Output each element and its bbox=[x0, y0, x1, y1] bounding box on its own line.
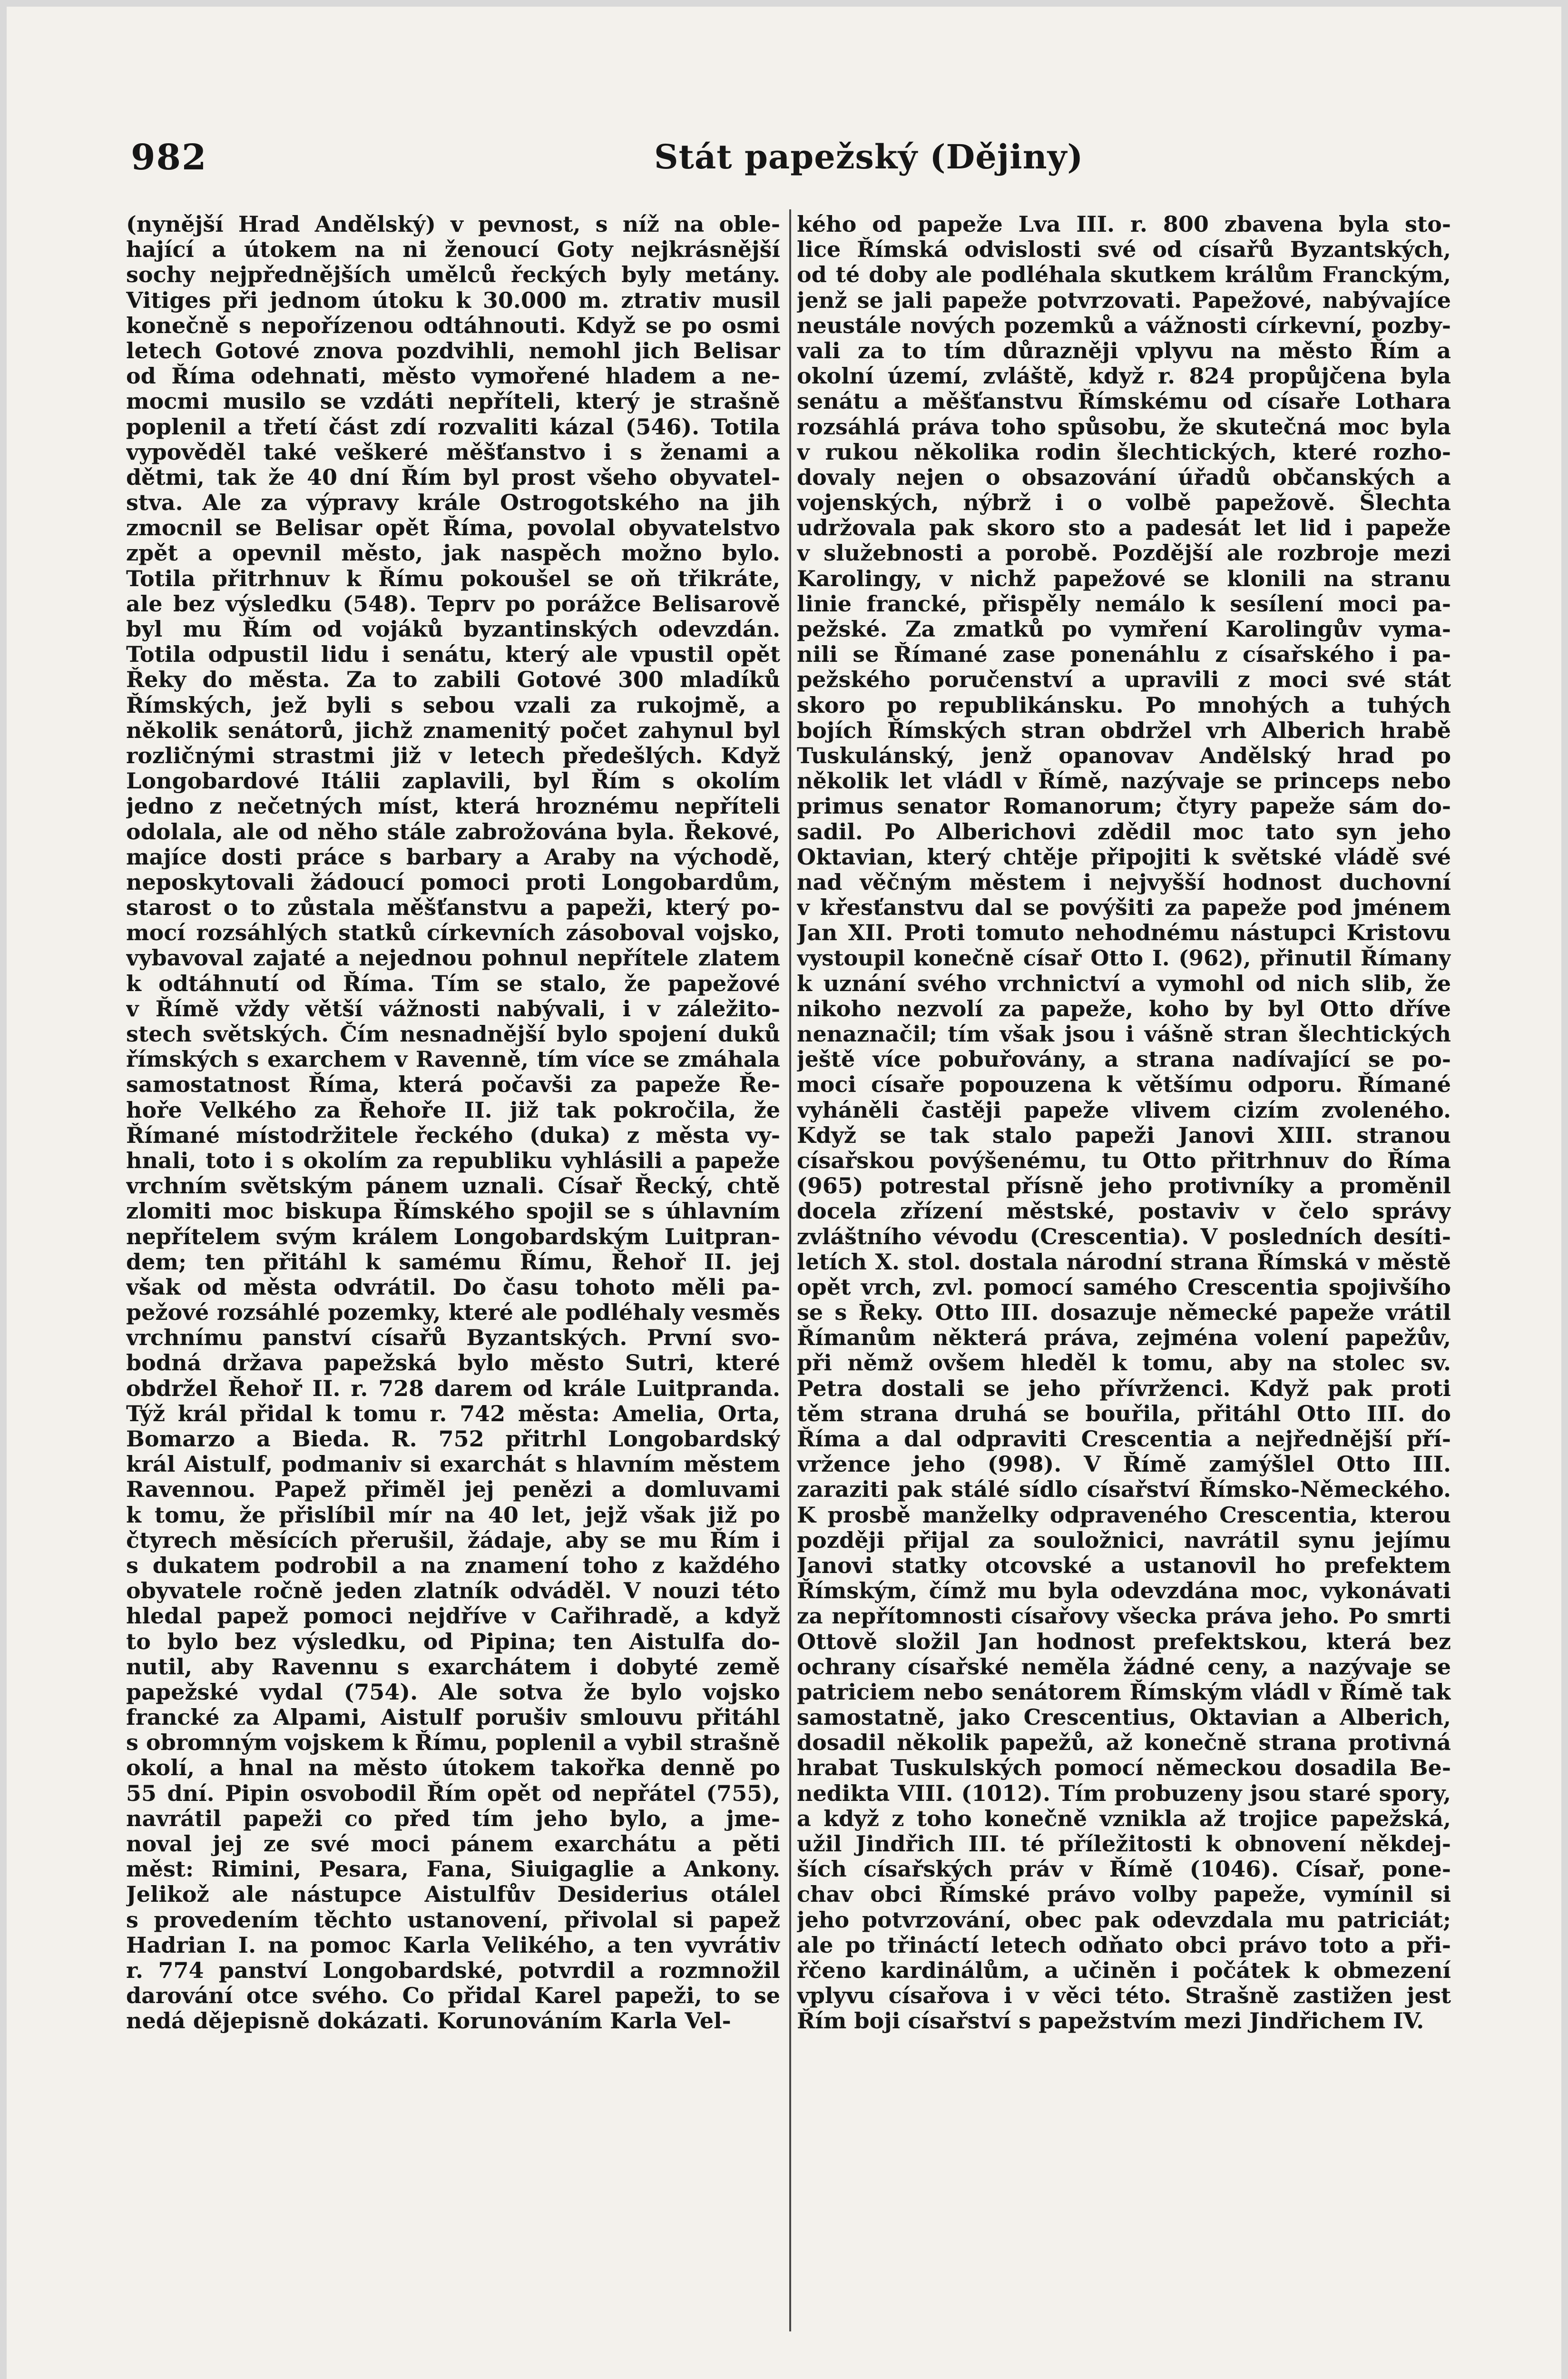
text-line: lice Římská odvislosti své od císařů Byzantských, bbox=[797, 237, 1451, 263]
text-line: nedikta VIII. (1012). Tím probuzeny jsou staré spory, bbox=[797, 1780, 1451, 1806]
text-line: vrchním světským pánem uznali. Císař Řecký, chtě bbox=[126, 1173, 780, 1199]
text-line: byl mu Řím od vojáků byzantinských odevzdán. bbox=[126, 617, 780, 642]
text-line: obyvatele ročně jeden zlatník odváděl. V nouzi této bbox=[126, 1578, 780, 1604]
text-line: bodná država papežská bylo město Sutri, které bbox=[126, 1350, 780, 1376]
text-line: k uznání svého vrchnictví a vymohl od nich slib, že bbox=[797, 971, 1451, 996]
text-line: Ottově složil Jan hodnost prefektskou, která bez bbox=[797, 1629, 1451, 1654]
text-line: vypověděl také veškeré měšťanstvo i s ženami a bbox=[126, 439, 780, 465]
text-line: skoro po republikánsku. Po mnohých a tuhých bbox=[797, 692, 1451, 718]
text-line: Ravennou. Papež přiměl jej penězi a domluvami bbox=[126, 1477, 780, 1503]
text-line: vybavoval zajaté a nejednou pohnul nepřítele zlatem bbox=[126, 945, 780, 971]
text-line: pežové rozsáhlé pozemky, které ale podléhaly vesměs bbox=[126, 1300, 780, 1326]
text-line: s obromným vojskem k Římu, poplenil a vybil strašně bbox=[126, 1730, 780, 1756]
text-line: s provedením těchto ustanovení, přivolal si papež bbox=[126, 1907, 780, 1933]
text-line: vali za to tím důrazněji vplyvu na město Řím a bbox=[797, 338, 1451, 364]
text-line: několik senátorů, jichž znamenitý počet zahynul byl bbox=[126, 718, 780, 743]
text-line: ještě více pobuřovány, a strana nadívající se po- bbox=[797, 1047, 1451, 1072]
text-line: v služebnosti a porobě. Pozdější ale rozbroje mezi bbox=[797, 541, 1451, 566]
text-line: nedá dějepisně dokázati. Korunováním Karla Vel- bbox=[126, 2008, 731, 2034]
text-line: Totila přitrhnuv k Římu pokoušel se oň třikráte, bbox=[126, 566, 780, 591]
text-line: letech Gotové znova pozdvihli, nemohl jich Belisar bbox=[126, 338, 780, 364]
text-line: 55 dní. Pipin osvobodil Řím opět od nepřátel (755), bbox=[126, 1780, 780, 1806]
text-line: navrátil papeži co před tím jeho bylo, a jme- bbox=[126, 1806, 780, 1831]
text-line: dovaly nejen o obsazování úřadů občanských a bbox=[797, 464, 1451, 490]
text-line: zvláštního vévodu (Crescentia). V posledních desíti- bbox=[797, 1224, 1451, 1249]
text-line: rozličnými strastmi již v letech předešlých. Když bbox=[126, 743, 780, 768]
text-line: Římané místodržitele řeckého (duka) z města vy- bbox=[126, 1122, 780, 1148]
text-line: okolní území, zvláště, když r. 824 propůjčena byla bbox=[797, 364, 1451, 389]
text-line: senátu a měšťanstvu Římskému od císaře Lothara bbox=[797, 389, 1451, 414]
text-line: od Říma odehnati, město vymořené hladem a ne- bbox=[126, 364, 780, 389]
text-line: užil Jindřich III. té příležitosti k obnovení někdej- bbox=[797, 1831, 1451, 1857]
page-number: 982 bbox=[131, 137, 207, 178]
text-line: sochy nejpřednějších umělců řeckých byly metány. bbox=[126, 262, 780, 288]
text-line: papežské vydal (754). Ale sotva že bylo vojsko bbox=[126, 1679, 780, 1705]
text-line: opět vrch, zvl. pomocí samého Crescentia spojivšího bbox=[797, 1274, 1451, 1300]
text-line: měst: Rimini, Pesara, Fana, Siuigaglie a Ankony. bbox=[126, 1857, 780, 1882]
text-line: starost o to zůstala měšťanstvu a papeži, který po- bbox=[126, 895, 780, 921]
text-line: několik let vládl v Římě, nazývaje se princeps nebo bbox=[797, 768, 1451, 794]
text-line: vrchnímu panství císařů Byzantských. První svo- bbox=[126, 1325, 780, 1351]
text-line: k tomu, že přislíbil mír na 40 let, jejž však již po bbox=[126, 1502, 780, 1528]
text-line: neustále nových pozemků a vážnosti církevní, pozby- bbox=[797, 313, 1451, 338]
text-line: majíce dosti práce s barbary a Araby na východě, bbox=[126, 844, 780, 870]
text-line: se s Řeky. Otto III. dosazuje německé papeže vrátil bbox=[797, 1300, 1451, 1326]
text-line: nutil, aby Ravennu s exarchátem i dobyté země bbox=[126, 1654, 780, 1680]
text-line: zmocnil se Belisar opět Říma, povolal obyvatelstvo bbox=[126, 515, 780, 541]
text-line: v Římě vždy větší vážnosti nabývali, i v záležito- bbox=[126, 996, 780, 1022]
text-line: jeho potvrzování, obec pak odevzdala mu patriciát; bbox=[797, 1907, 1451, 1933]
text-line: Řím boji císařství s papežstvím mezi Jindřichem IV. bbox=[797, 2008, 1424, 2034]
text-line: Když se tak stalo papeži Janovi XIII. stranou bbox=[797, 1122, 1451, 1148]
text-line: dosadil několik papežů, až konečně strana protivná bbox=[797, 1730, 1451, 1756]
text-line: vyháněli častěji papeže vlivem cizím zvoleného. bbox=[797, 1097, 1451, 1123]
text-line: Týž král přidal k tomu r. 742 města: Amelia, Orta, bbox=[126, 1401, 780, 1426]
text-line: Oktavian, který chtěje připojiti k světské vládě své bbox=[797, 844, 1451, 870]
text-line: hoře Velkého za Řehoře II. již tak pokročila, že bbox=[126, 1097, 780, 1123]
text-line: zaraziti pak stálé sídlo císařství Římsko-Německého. bbox=[797, 1477, 1451, 1503]
text-line: ochrany císařské neměla žádné ceny, a nazývaje se bbox=[797, 1654, 1451, 1680]
text-line: Říma a dal odpraviti Crescentia a nejřednější pří- bbox=[797, 1426, 1451, 1452]
text-line: francké za Alpami, Aistulf porušiv smlouvu přitáhl bbox=[126, 1705, 780, 1730]
text-line: však od města odvrátil. Do času tohoto měli pa- bbox=[126, 1274, 780, 1300]
text-line: vržence jeho (998). V Římě zamýšlel Otto III. bbox=[797, 1452, 1451, 1477]
text-line: v křesťanstvu dal se povýšiti za papeže pod jménem bbox=[797, 895, 1451, 921]
text-line: poplenil a třetí část zdí rozvaliti kázal (546). Totila bbox=[126, 414, 780, 440]
text-line: obdržel Řehoř II. r. 728 darem od krále Luitpranda. bbox=[126, 1376, 780, 1401]
text-line: okolí, a hnal na město útokem takořka denně po bbox=[126, 1755, 780, 1781]
text-line: K prosbě manželky odpraveného Crescentia, kterou bbox=[797, 1502, 1451, 1528]
text-line: (nynější Hrad Andělský) v pevnost, s níž na oble- bbox=[126, 212, 780, 237]
text-line: k odtáhnutí od Říma. Tím se stalo, že papežové bbox=[126, 971, 780, 996]
text-line: udržovala pak skoro sto a padesát let lid i papeže bbox=[797, 515, 1451, 541]
text-line: Římských, jež byli s sebou vzali za rukojmě, a bbox=[126, 692, 780, 718]
text-line: král Aistulf, podmaniv si exarchát s hlavním městem bbox=[126, 1452, 780, 1477]
text-line: samostatně, jako Crescentius, Oktavian a Alberich, bbox=[797, 1705, 1451, 1730]
column-divider bbox=[789, 209, 791, 2331]
text-line: linie francké, přispěly nemálo k sesílení moci pa- bbox=[797, 591, 1451, 617]
text-line: (965) potrestal přísně jeho protivníky a proměnil bbox=[797, 1173, 1451, 1199]
text-line: moci císaře popouzena k většímu odporu. Římané bbox=[797, 1072, 1451, 1098]
text-line: za nepřítomnosti císařovy všecka práva jeho. Po smrti bbox=[797, 1603, 1451, 1629]
text-line: římských s exarchem v Ravenně, tím více se zmáhala bbox=[126, 1047, 780, 1072]
text-line: při němž ovšem hleděl k tomu, aby na stolec sv. bbox=[797, 1350, 1451, 1376]
text-line: hledal papež pomoci nejdříve v Cařihradě, a když bbox=[126, 1603, 780, 1629]
text-line: čtyrech měsících přerušil, žádaje, aby se mu Řím i bbox=[126, 1527, 780, 1553]
text-line: a když z toho konečně vznikla až trojice papežská, bbox=[797, 1806, 1451, 1831]
text-line: nepřítelem svým králem Longobardským Luitpran- bbox=[126, 1224, 780, 1249]
text-line: sadil. Po Alberichovi zdědil moc tato syn jeho bbox=[797, 819, 1451, 845]
text-line: dem; ten přitáhl k samému Římu, Řehoř II. jej bbox=[126, 1249, 780, 1275]
text-line: v rukou několika rodin šlechtických, které rozho- bbox=[797, 439, 1451, 465]
text-line: Vitiges při jednom útoku k 30.000 m. ztrativ musil bbox=[126, 287, 780, 313]
text-line: stva. Ale za výpravy krále Ostrogotského na jih bbox=[126, 490, 780, 516]
text-line: rozsáhlá práva toho spůsobu, že skutečná moc byla bbox=[797, 414, 1451, 440]
text-line: ale bez výsledku (548). Teprv po porážce Belisarově bbox=[126, 591, 780, 617]
text-line: pežské. Za zmatků po vymření Karolingův vyma- bbox=[797, 617, 1451, 642]
text-line: císařskou povýšenému, tu Otto přitrhnuv do Říma bbox=[797, 1148, 1451, 1173]
text-line: jedno z nečetných míst, která hroznému nepříteli bbox=[126, 794, 780, 819]
text-line: primus senator Romanorum; čtyry papeže sám do- bbox=[797, 794, 1451, 819]
text-line: samostatnost Říma, která počavši za papeže Ře- bbox=[126, 1072, 780, 1098]
text-line: Karolingy, v nichž papežové se klonili na stranu bbox=[797, 566, 1451, 591]
running-title: Stát papežský (Dějiny) bbox=[654, 137, 1084, 177]
text-line: nad věčným městem i nejvyšší hodnost duchovní bbox=[797, 869, 1451, 895]
text-line: od té doby ale podléhala skutkem králům Franckým, bbox=[797, 262, 1451, 288]
text-line: nikoho nezvolí za papeže, koho by byl Otto dříve bbox=[797, 996, 1451, 1022]
text-line: Jelikož ale nástupce Aistulfův Desiderius otálel bbox=[126, 1882, 780, 1907]
text-line: Totila odpustil lidu i senátu, který ale vpustil opět bbox=[126, 642, 780, 668]
text-line: to bylo bez výsledku, od Pipina; ten Aistulfa do- bbox=[126, 1629, 780, 1654]
text-line: mocmi musilo se vzdáti nepříteli, který je strašně bbox=[126, 389, 780, 414]
text-line: chav obci Římské právo volby papeže, vymínil si bbox=[797, 1882, 1451, 1907]
text-line: Tuskulánský, jenž opanovav Andělský hrad po bbox=[797, 743, 1451, 768]
text-line: stech světských. Čím nesnadnější bylo spojení duků bbox=[126, 1022, 780, 1047]
text-line: vystoupil konečně císař Otto I. (962), přinutil Římany bbox=[797, 945, 1451, 971]
text-line: těm strana druhá se bouřila, přitáhl Otto III. do bbox=[797, 1401, 1451, 1426]
text-line: ale po třináctí letech odňato obci právo toto a při- bbox=[797, 1932, 1451, 1958]
text-line: pežského poručenství a upravili z moci své stát bbox=[797, 667, 1451, 693]
text-line: řčeno kardinálům, a učiněn i počátek k obmezení bbox=[797, 1957, 1451, 1983]
text-line: docela zřízení městské, postaviv v čelo správy bbox=[797, 1199, 1451, 1224]
text-line: nili se Římané zase ponenáhlu z císařského i pa- bbox=[797, 642, 1451, 668]
text-line: Římským, čímž mu byla odevzdána moc, vykonávati bbox=[797, 1578, 1451, 1604]
text-line: Petra dostali se jeho přívrženci. Když pak proti bbox=[797, 1376, 1451, 1401]
text-line: zlomiti moc biskupa Římského spojil se s úhlavním bbox=[126, 1199, 780, 1224]
text-line: s dukatem podrobil a na znamení toho z každého bbox=[126, 1553, 780, 1578]
text-line: Římanům některá práva, zejména volení papežův, bbox=[797, 1325, 1451, 1351]
text-line: Janovi statky otcovské a ustanovil ho prefektem bbox=[797, 1553, 1451, 1578]
text-line: Jan XII. Proti tomuto nehodnému nástupci Kristovu bbox=[797, 920, 1451, 946]
page-header bbox=[117, 133, 1463, 190]
text-line: vplyvu císařova i v věci této. Strašně zastižen jest bbox=[797, 1983, 1451, 2009]
text-line: Bomarzo a Bieda. R. 752 přitrhl Longobardský bbox=[126, 1426, 780, 1452]
text-line: r. 774 panství Longobardské, potvrdil a rozmnožil bbox=[126, 1957, 780, 1983]
text-line: hnali, toto i s okolím za republiku vyhlásili a papeže bbox=[126, 1148, 780, 1173]
text-line: darování otce svého. Co přidal Karel papeži, to se bbox=[126, 1983, 780, 2009]
text-line: Řeky do města. Za to zabili Gotové 300 mladíků bbox=[126, 667, 780, 693]
text-line: odolala, ale od něho stále zabrožována byla. Řekové, bbox=[126, 819, 780, 845]
text-line: nenaznačil; tím však jsou i vášně stran šlechtických bbox=[797, 1022, 1451, 1047]
text-line: patriciem nebo senátorem Římským vládl v Římě tak bbox=[797, 1679, 1451, 1705]
text-line: konečně s nepořízenou odtáhnouti. Když se po osmi bbox=[126, 313, 780, 338]
text-line: později přijal za souložnici, navrátil synu jejímu bbox=[797, 1527, 1451, 1553]
text-line: jenž se jali papeže potvrzovati. Papežové, nabývajíce bbox=[797, 287, 1451, 313]
text-line: neposkytovali žádoucí pomoci proti Longobardům, bbox=[126, 869, 780, 895]
text-line: dětmi, tak že 40 dní Řím byl prost všeho obyvatel- bbox=[126, 464, 780, 490]
text-line: mocí rozsáhlých statků církevních zásoboval vojsko, bbox=[126, 920, 780, 946]
text-line: vojenských, nýbrž i o volbě papežově. Šlechta bbox=[797, 490, 1451, 516]
text-line: letích X. stol. dostala národní strana Římská v městě bbox=[797, 1249, 1451, 1275]
text-line: hající a útokem na ni ženoucí Goty nejkrásnější bbox=[126, 237, 780, 263]
text-line: ších císařských práv v Římě (1046). Císař, pone- bbox=[797, 1857, 1451, 1882]
right-text-column bbox=[797, 212, 1451, 2339]
text-line: Hadrian I. na pomoc Karla Velikého, a ten vyvrátiv bbox=[126, 1932, 780, 1958]
left-text-column bbox=[126, 212, 780, 2339]
text-line: Longobardové Itálii zaplavili, byl Řím s okolím bbox=[126, 768, 780, 794]
text-line: bojích Římských stran obdržel vrh Alberich hrabě bbox=[797, 718, 1451, 743]
text-line: noval jej ze své moci pánem exarchátu a pěti bbox=[126, 1831, 780, 1857]
text-line: hrabat Tuskulských pomocí německou dosadila Be- bbox=[797, 1755, 1451, 1781]
text-line: zpět a opevnil město, jak naspěch možno bylo. bbox=[126, 541, 780, 566]
text-line: kého od papeže Lva III. r. 800 zbavena byla sto- bbox=[797, 212, 1451, 237]
